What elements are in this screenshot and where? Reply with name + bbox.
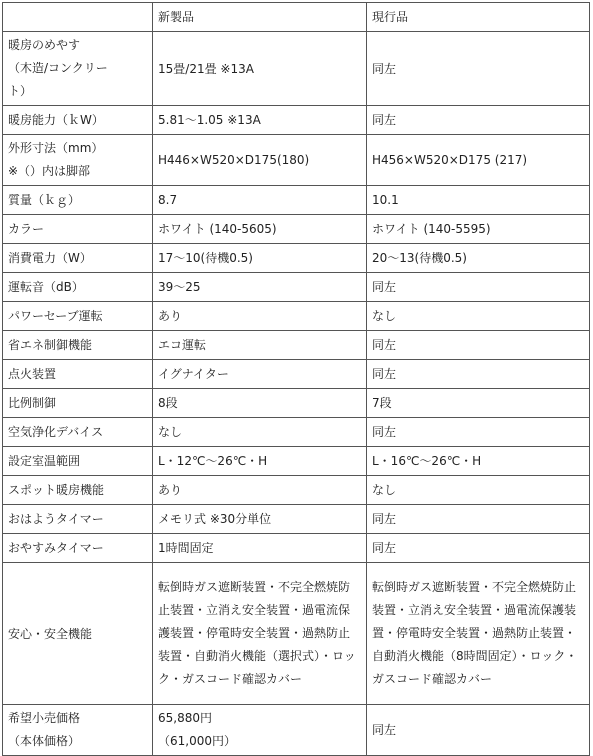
row-current-value: 同左 [367, 106, 590, 135]
row-new-value: エコ運転 [153, 331, 367, 360]
row-current-value: H456×W520×D175 (217) [367, 135, 590, 186]
row-current-value: 同左 [367, 273, 590, 302]
row-new-value: メモリ式 ※30分単位 [153, 505, 367, 534]
row-current-value: 同左 [367, 418, 590, 447]
row-current-value: 10.1 [367, 186, 590, 215]
row-new-value: 5.81～1.05 ※13A [153, 106, 367, 135]
row-label: おはようタイマー [3, 505, 153, 534]
row-label: 質量（ｋｇ） [3, 186, 153, 215]
table-row [3, 273, 590, 302]
row-current-value: 同左 [367, 534, 590, 563]
row-new-value: あり [153, 476, 367, 505]
spec-comparison-table [2, 2, 590, 756]
row-current-value: 20～13(待機0.5) [367, 244, 590, 273]
table-row [3, 389, 590, 418]
table-row [3, 331, 590, 360]
row-current-value: L・16℃～26℃・H [367, 447, 590, 476]
row-label: 暖房能力（ｋW） [3, 106, 153, 135]
row-new-value: あり [153, 302, 367, 331]
header-cell-current: 現行品 [367, 3, 590, 32]
row-label: 暖房のめやす （木造/コンクリー ト） [3, 32, 153, 106]
row-new-value: 8.7 [153, 186, 367, 215]
table-row [3, 705, 590, 756]
row-label: 設定室温範囲 [3, 447, 153, 476]
row-label: 省エネ制御機能 [3, 331, 153, 360]
header-cell-label [3, 3, 153, 32]
row-current-value: 同左 [367, 331, 590, 360]
row-current-value: 7段 [367, 389, 590, 418]
row-label: おやすみタイマー [3, 534, 153, 563]
row-label: 比例制御 [3, 389, 153, 418]
row-new-value: L・12℃～26℃・H [153, 447, 367, 476]
table-row [3, 360, 590, 389]
table-row [3, 418, 590, 447]
row-new-value: H446×W520×D175(180) [153, 135, 367, 186]
table-row [3, 447, 590, 476]
row-new-value: なし [153, 418, 367, 447]
table-row [3, 534, 590, 563]
row-label: スポット暖房機能 [3, 476, 153, 505]
row-current-value: ホワイト (140-5595) [367, 215, 590, 244]
row-label: 安心・安全機能 [3, 563, 153, 705]
row-new-value: 1時間固定 [153, 534, 367, 563]
row-new-value: 17～10(待機0.5) [153, 244, 367, 273]
row-label: 消費電力（W） [3, 244, 153, 273]
row-current-value: なし [367, 302, 590, 331]
row-current-value: 同左 [367, 32, 590, 106]
table-row [3, 135, 590, 186]
row-current-value: なし [367, 476, 590, 505]
row-label: 外形寸法（mm） ※（）内は脚部 [3, 135, 153, 186]
row-label: 空気浄化デバイス [3, 418, 153, 447]
row-current-value: 同左 [367, 505, 590, 534]
row-new-value: 8段 [153, 389, 367, 418]
row-new-value: 65,880円 （61,000円） [153, 705, 367, 756]
table-header-row [3, 3, 590, 32]
row-label: 点火装置 [3, 360, 153, 389]
row-label: パワーセーブ運転 [3, 302, 153, 331]
table-row [3, 244, 590, 273]
table-row [3, 302, 590, 331]
table-row [3, 476, 590, 505]
row-label: カラー [3, 215, 153, 244]
table-row [3, 215, 590, 244]
table-row [3, 505, 590, 534]
table-row [3, 186, 590, 215]
row-current-value: 同左 [367, 705, 590, 756]
row-new-value: 転倒時ガス遮断装置・不完全燃焼防止装置・立消え安全装置・過電流保護装置・停電時安全装置・過熱防止装置・自動消火機能（選択式）・ロック・ガスコード確認カバー [153, 563, 367, 705]
row-current-value: 転倒時ガス遮断装置・不完全燃焼防止装置・立消え安全装置・過電流保護装置・停電時安全装置・過熱防止装置・自動消火機能（8時間固定）・ロック・ガスコード確認カバー [367, 563, 590, 705]
table-row [3, 563, 590, 705]
row-label: 運転音（dB） [3, 273, 153, 302]
row-new-value: 39～25 [153, 273, 367, 302]
row-new-value: ホワイト (140-5605) [153, 215, 367, 244]
row-current-value: 同左 [367, 360, 590, 389]
header-cell-new: 新製品 [153, 3, 367, 32]
row-new-value: 15畳/21畳 ※13A [153, 32, 367, 106]
table-row [3, 106, 590, 135]
table-row [3, 32, 590, 106]
row-label: 希望小売価格 （本体価格） [3, 705, 153, 756]
row-new-value: イグナイター [153, 360, 367, 389]
